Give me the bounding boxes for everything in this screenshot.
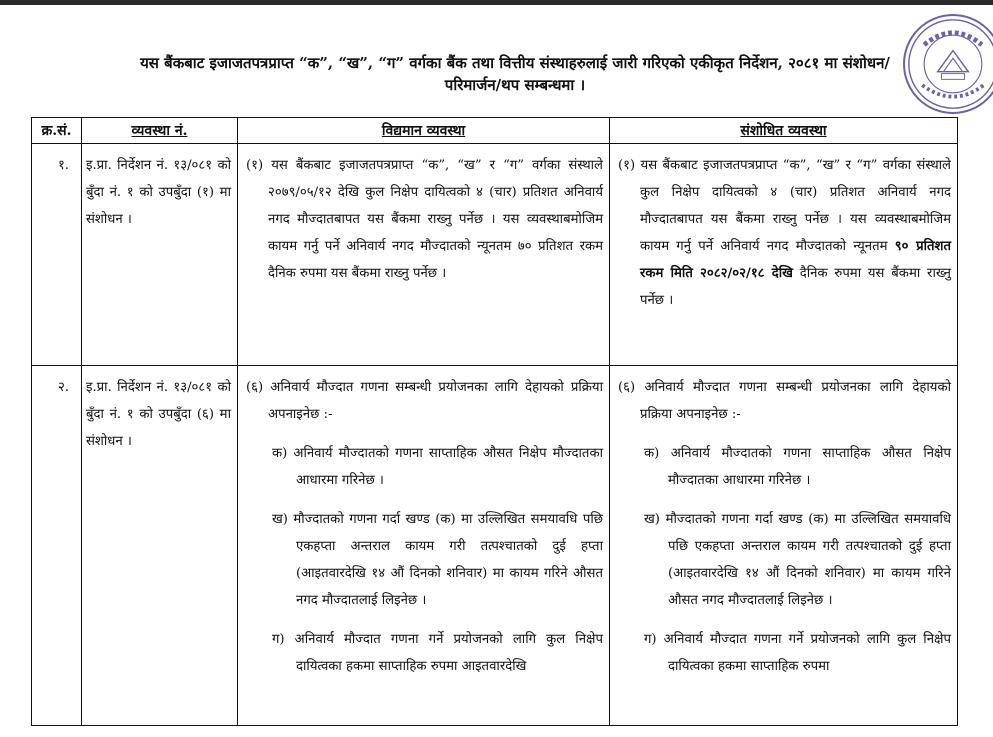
row-revised-provision [610,144,958,366]
table-row [32,366,958,726]
existing-clause-kha: ख) मौज्दातको गणना गर्दा खण्ड (क) मा उल्लिखित समयावधि पछि एकहप्ता अन्तराल कायम गरी तत्पश्चातको दुई हप्ता (आइतवारदेखि १४ औं दिनको शनिवार) मा कायम गरिने औसत नगद मौज्दातलाई लिइनेछ । [272,512,603,608]
document-heading: यस बैंकबाट इजाजतपत्रप्राप्त “क”, “ख”, “ग” वर्गका बैंक तथा वित्तीय संस्थाहरुलाई जारी गरिएको एकीकृत निर्देशन, २०८१ मा संशोधन/परिमार्जन/थप सम्बन्धमा । [140,54,890,94]
row-revised-provision [610,366,958,726]
existing-paragraph: (१) यस बैंकबाट इजाजतपत्रप्राप्त “क”, “ख” र “ग” वर्गका संस्थाले २०७९/०५/१२ देखि कुल निक्षेप दायित्वको ४ (चार) प्रतिशत अनिवार्य नगद मौज्दातबापत यस बैंकमा राख्नु पर्नेछ । यस व्यवस्थाबमोजिम कायम गर्नु पर्ने अनिवार्य नगद मौज्दातको न्यूनतम ७० प्रतिशत रकम दैनिक रुपमा यस बैंकमा राख्नु पर्नेछ । [246,158,603,281]
row-existing-provision [238,144,610,366]
top-border-bar [0,0,993,5]
existing-clause-ga: ग) अनिवार्य मौज्दात गणना गर्ने प्रयोजनको लागि कुल निक्षेप दायित्वका हकमा साप्ताहिक रुपमा आइतवारदेखि [272,632,603,674]
col-header-revised-provision: संशोधित व्यवस्था [610,118,958,144]
revised-clause-ka: क) अनिवार्य मौज्दातको गणना साप्ताहिक औसत निक्षेप मौज्दातका आधारमा गरिनेछ । [644,446,951,488]
directive-amendment-table [31,117,958,726]
table-header-row [32,118,958,144]
nepal-rastra-bank-seal-logo [903,14,993,114]
row-serial: २. [32,366,82,726]
row-existing-provision [238,366,610,726]
col-header-provision-no: व्यवस्था नं. [82,118,238,144]
revised-paragraph [618,152,951,314]
revised-text-part-a: (१) यस बैंकबाट इजाजतपत्रप्राप्त “क”, “ख” र “ग” वर्गका संस्थाले कुल निक्षेप दायित्वको ४ (चार) प्रतिशत अनिवार्य नगद मौज्दातबापत यस बैंकमा राख्नु पर्नेछ । यस व्यवस्थाबमोजिम कायम गर्नु पर्ने अनिवार्य नगद मौज्दातको न्यूनतम [618,158,951,254]
existing-clause-ka: क) अनिवार्य मौज्दातको गणना साप्ताहिक औसत निक्षेप मौज्दातका आधारमा गरिनेछ । [272,446,603,488]
row-provision-ref: इ.प्रा. निर्देशन नं. १३/०८१ को बुँदा नं. १ को उपबुँदा (६) मा संशोधन । [82,366,238,726]
col-header-existing-provision: विद्यमान व्यवस्था [238,118,610,144]
existing-intro: (६) अनिवार्य मौज्दात गणना सम्बन्धी प्रयोजनका लागि देहायको प्रक्रिया अपनाइनेछ :- [246,380,603,422]
revised-text-part-b: दैनिक रुपमा यस बैंकमा राख्नु पर्नेछ । [640,266,951,308]
table-row [32,144,958,366]
revised-text-bold-change: ९० प्रतिशत रकम मिति २०८२/०२/१८ देखि [640,239,951,281]
revised-clause-kha: ख) मौज्दातको गणना गर्दा खण्ड (क) मा उल्लिखित समयावधि पछि एकहप्ता अन्तराल कायम गरी तत्पश्चातको दुई हप्ता (आइतवारदेखि १४ औं दिनको शनिवार) मा कायम गरिने औसत नगद मौज्दातलाई लिइनेछ । [644,512,951,608]
revised-intro: (६) अनिवार्य मौज्दात गणना सम्बन्धी प्रयोजनका लागि देहायको प्रक्रिया अपनाइनेछ :- [618,380,951,422]
row-serial: १. [32,144,82,366]
row-provision-ref: इ.प्रा. निर्देशन नं. १३/०८१ को बुँदा नं. १ को उपबुँदा (१) मा संशोधन । [82,144,238,366]
col-header-serial: क्र.सं. [32,118,82,144]
revised-clause-ga: ग) अनिवार्य मौज्दात गणना गर्ने प्रयोजनको लागि कुल निक्षेप दायित्वका हकमा साप्ताहिक रुपमा [644,632,951,674]
